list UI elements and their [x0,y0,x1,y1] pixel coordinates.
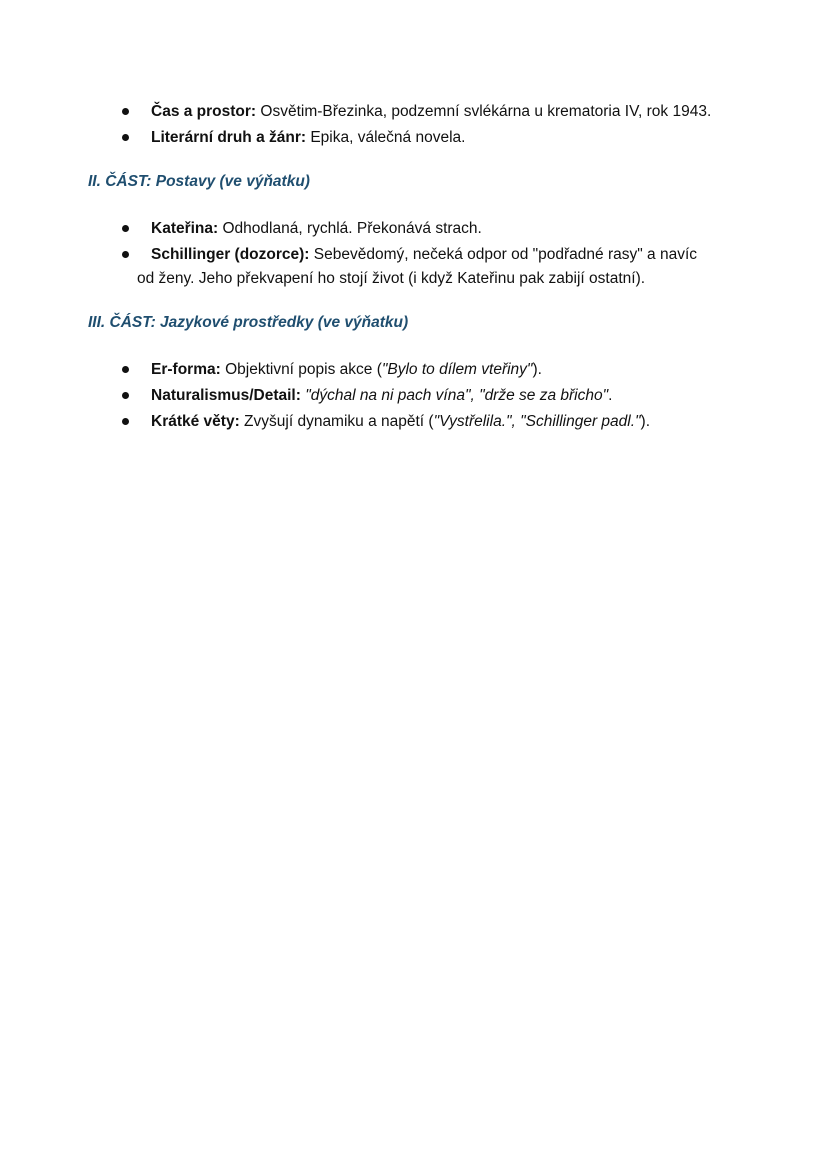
item-label: Schillinger (dozorce): [151,246,310,263]
item-text: Zvyšují dynamiku a napětí ( [239,413,434,430]
item-text: Sebevědomý, nečeká odpor od "podřadné rasy" a navíc [309,246,698,263]
characters-list [0,217,828,293]
language-devices-list [0,358,828,436]
item-text: Osvětim-Březinka, podzemní svlékárna u krematoria IV, rok 1943. [256,103,712,120]
section-heading-characters: II. ČÁST: Postavy (ve výňatku) [88,173,310,190]
list-item [0,243,828,291]
section-heading-language: III. ČÁST: Jazykové prostředky (ve výňatku) [88,314,409,331]
item-text: Odhodlaná, rychlá. Překonává strach. [218,220,482,237]
item-text-end: . [608,387,613,404]
list-item [0,410,828,434]
list-item [0,217,828,241]
item-label: Er-forma: [151,361,221,378]
bullet-icon [122,418,129,425]
item-text-end: ). [640,413,651,430]
list-item [0,126,828,150]
list-item [0,384,828,408]
bullet-icon [122,251,129,258]
item-quote: "dýchal na ni pach vína", "drže se za břicho" [305,387,609,404]
bullet-icon [122,392,129,399]
item-label: Kateřina: [151,220,219,237]
list-item [0,358,828,382]
item-text-continuation: od ženy. Jeho překvapení ho stojí život (i když Kateřinu pak zabijí ostatní). [137,270,646,287]
item-label: Literární druh a žánr: [151,129,307,146]
bullet-icon [122,225,129,232]
bullet-icon [122,108,129,115]
item-text: Epika, válečná novela. [306,129,466,146]
bullet-icon [122,134,129,141]
setting-genre-list [0,100,828,152]
item-quote: "Vystřelila.", "Schillinger padl." [433,413,641,430]
item-label: Krátké věty: [151,413,240,430]
item-label: Naturalismus/Detail: [151,387,301,404]
item-text-end: ). [532,361,542,378]
list-item [0,100,828,124]
bullet-icon [122,366,129,373]
item-label: Čas a prostor: [151,103,257,120]
item-quote: "Bylo to dílem vteřiny" [381,361,533,378]
item-text: Objektivní popis akce ( [220,361,382,378]
